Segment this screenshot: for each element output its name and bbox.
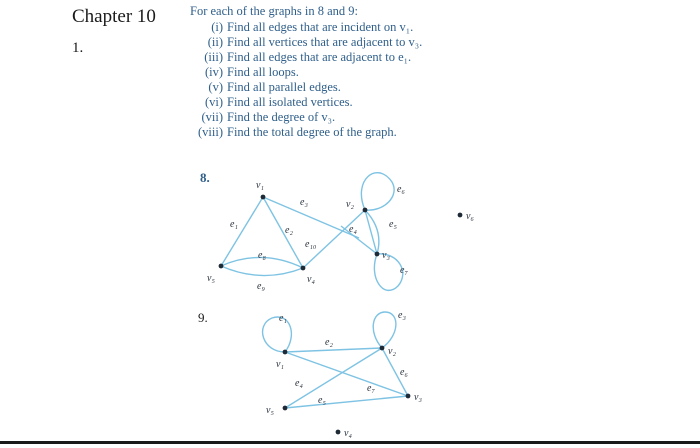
vertex-label-v3: v₃ (382, 250, 390, 261)
task-number: (iii) (204, 50, 223, 64)
edge-label-e3: e₃ (300, 197, 308, 208)
vertex-v1 (283, 350, 288, 355)
vertex-label-v2: v₂ (388, 346, 396, 357)
vertex-label-v2: v₂ (346, 199, 354, 210)
task-text: Find all edges that are adjacent to e₁. (227, 50, 412, 64)
graph-9-label: 9. (198, 310, 208, 325)
vertex-label-v5: v₅ (207, 273, 215, 284)
graph-9 (263, 312, 408, 408)
vertex-label-v4: v₄ (307, 274, 315, 285)
vertex-v3 (406, 394, 411, 399)
task-number: (ii) (207, 35, 223, 49)
vertex-label-v1: v₁ (276, 359, 284, 370)
edge-label-e6: e₆ (397, 184, 405, 195)
task-number: (iv) (204, 65, 223, 79)
edge-label-e10: e₁₀ (305, 239, 317, 250)
edge-e2 (285, 348, 382, 352)
task-number: (viii) (198, 125, 223, 139)
graph-9-labels (266, 310, 422, 439)
edge-label-e7: e₇ (367, 383, 375, 394)
edge-e3 (263, 197, 359, 238)
edge-label-e9: e₉ (257, 281, 265, 292)
edge-e1 (263, 317, 292, 352)
graph-8-label: 8. (200, 170, 210, 185)
edge-label-e2: e₂ (325, 337, 333, 348)
edge-e1 (221, 197, 263, 266)
problem-number: 1. (72, 40, 84, 56)
edge-e3 (373, 312, 396, 348)
chapter-title: Chapter 10 (72, 6, 156, 27)
vertex-label-v3: v₃ (414, 392, 422, 403)
vertex-v2 (380, 346, 385, 351)
task-number: (vi) (204, 95, 223, 109)
vertex-v2 (363, 208, 368, 213)
task-number: (v) (208, 80, 223, 94)
vertex-label-v6: v₆ (466, 211, 474, 222)
task-text: Find the degree of v₃. (227, 110, 336, 124)
edge-label-e4: e₄ (295, 378, 303, 389)
vertex-label-v4: v₄ (344, 428, 352, 439)
exercise-intro: For each of the graphs in 8 and 9: (190, 4, 359, 18)
edge-label-e8: e₈ (258, 250, 266, 261)
graph-8 (221, 173, 403, 291)
edge-label-e7: e₇ (400, 265, 408, 276)
vertex-v5 (219, 264, 224, 269)
task-number: (vii) (201, 110, 223, 124)
graph-8-labels (207, 180, 474, 292)
vertex-label-v1: v₁ (256, 180, 264, 191)
edge-e9 (221, 266, 303, 276)
task-text: Find the total degree of the graph. (227, 125, 397, 139)
edge-label-e5: e₅ (389, 219, 397, 230)
edge-label-e2: e₂ (285, 225, 293, 236)
edge-label-e1: e₁ (279, 313, 287, 324)
vertex-v4 (301, 266, 306, 271)
vertex-label-v5: v₅ (266, 405, 274, 416)
bottom-divider (0, 441, 700, 444)
edge-label-e1: e₁ (230, 219, 238, 230)
vertex-v4 (336, 430, 341, 435)
task-text: Find all vertices that are adjacent to v₃. (227, 35, 423, 49)
edge-label-e6: e₆ (400, 367, 408, 378)
edge-label-e5: e₅ (318, 395, 326, 406)
edge-crossing (341, 226, 377, 254)
edge-e6 (361, 173, 394, 210)
edge-e4 (285, 352, 408, 396)
task-text: Find all isolated vertices. (227, 95, 353, 109)
vertex-v5 (283, 406, 288, 411)
edge-label-e3: e₃ (398, 310, 406, 321)
task-text: Find all loops. (227, 65, 299, 79)
task-text: Find all parallel edges. (227, 80, 341, 94)
edge-e7 (285, 396, 408, 408)
task-number: (i) (211, 20, 223, 34)
vertex-v3 (375, 252, 380, 257)
vertex-v6 (458, 213, 463, 218)
edge-label-e4: e₄ (349, 224, 357, 235)
task-text: Find all edges that are incident on v₁. (227, 20, 414, 34)
vertex-v1 (261, 195, 266, 200)
